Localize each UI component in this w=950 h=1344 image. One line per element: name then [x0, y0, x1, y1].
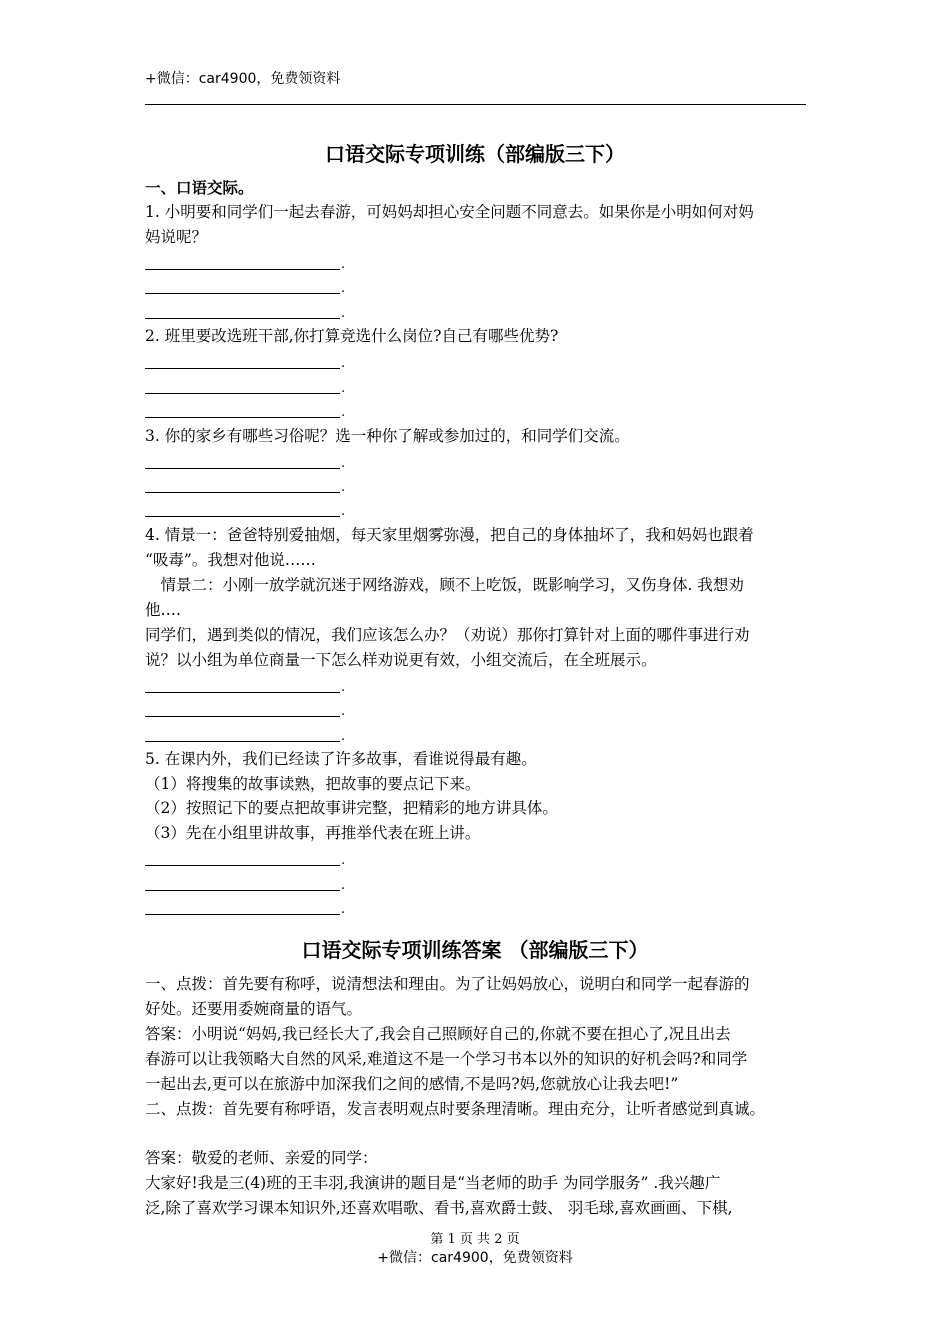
- answer-line: 答案：小明说“妈妈,我已经长大了,我会自己照顾好自己的,你就不要在担心了,况且出去: [145, 1025, 731, 1043]
- answer-line: 春游可以让我领略大自然的风采,难道这不是一个学习书本以外的知识的好机会吗?和同学: [145, 1050, 748, 1068]
- q5-line: （1）将搜集的故事读熟，把故事的要点记下来。: [145, 775, 481, 793]
- footer-wechat: +微信：car4900，免费领资料: [377, 1250, 573, 1266]
- q2-line: 2. 班里要改选班干部,你打算竞选什么岗位?自己有哪些优势?: [145, 327, 559, 345]
- answer-line: 大家好!我是三(4)班的王丰羽,我演讲的题目是“当老师的助手 为同学服务” .我兴趣广: [145, 1174, 721, 1192]
- q4-line: 说？以小组为单位商量一下怎么样劝说更有效，小组交流后，在全班展示。: [145, 651, 657, 669]
- q4-line: 他….: [145, 601, 181, 619]
- q5-line: （2）按照记下的要点把故事讲完整，把精彩的地方讲具体。: [145, 799, 558, 817]
- answer-blank[interactable]: .: [145, 474, 340, 493]
- answer-line: 答案：敬爱的老师、亲爱的同学：: [145, 1149, 378, 1167]
- answer-blank[interactable]: .: [145, 251, 340, 270]
- answer-line: 一起出去,更可以在旅游中加深我们之间的感情,不是吗?妈,您就放心让我去吧!”: [145, 1075, 679, 1093]
- q5-line: 5. 在课内外，我们已经读了许多故事，看谁说得最有趣。: [145, 750, 537, 768]
- q1-line: 1. 小明要和同学们一起去春游，可妈妈却担心安全问题不同意去。如果你是小明如何对妈: [145, 203, 754, 221]
- q4-line: “吸毒”。我想对他说……: [145, 551, 316, 569]
- q4-line: 4. 情景一：爸爸特别爱抽烟，每天家里烟雾弥漫，把自己的身体抽坏了，我和妈妈也跟着: [145, 526, 754, 544]
- header-wechat: +微信：car4900，免费领资料: [145, 71, 341, 87]
- answer-blank[interactable]: .: [145, 399, 340, 418]
- q4-line: 情景二：小刚一放学就沉迷于网络游戏，顾不上吃饭，既影响学习，又伤身体. 我想劝: [145, 576, 744, 594]
- q4-line: 同学们，遇到类似的情况，我们应该怎么办？（劝说）那你打算针对上面的哪件事进行劝: [145, 626, 750, 644]
- answer-blank[interactable]: .: [145, 872, 340, 891]
- answer-blank[interactable]: .: [145, 350, 340, 369]
- answer-blank[interactable]: .: [145, 275, 340, 294]
- q3-line: 3. 你的家乡有哪些习俗呢？选一种你了解或参加过的，和同学们交流。: [145, 427, 630, 445]
- answer-blank[interactable]: .: [145, 723, 340, 742]
- answer-blank[interactable]: .: [145, 896, 340, 915]
- section-heading: 一、口语交际。: [145, 179, 254, 197]
- answer-blank[interactable]: .: [145, 300, 340, 319]
- header-rule: [145, 104, 806, 105]
- answer-blank[interactable]: .: [145, 375, 340, 394]
- answer-line: 一、点拨：首先要有称呼，说清想法和理由。为了让妈妈放心，说明白和同学一起春游的: [145, 975, 750, 993]
- answer-line: 二、点拨：首先要有称呼语，发言表明观点时要条理清晰。理由充分，让听者感觉到真诚。: [145, 1100, 766, 1118]
- page-number: 第 1 页 共 2 页: [430, 1232, 520, 1247]
- answer-line: 好处。还要用委婉商量的语气。: [145, 1000, 363, 1018]
- answer-blank[interactable]: .: [145, 674, 340, 693]
- page-title: 口语交际专项训练（部编版三下）: [325, 142, 625, 166]
- answer-blank[interactable]: .: [145, 847, 340, 866]
- q1-line: 妈说呢？: [145, 228, 208, 246]
- answer-blank[interactable]: .: [145, 450, 340, 469]
- answer-blank[interactable]: .: [145, 498, 340, 517]
- answer-blank[interactable]: .: [145, 698, 340, 717]
- q5-line: （3）先在小组里讲故事，再推举代表在班上讲。: [145, 824, 481, 842]
- answer-line: 泛,除了喜欢学习课本知识外,还喜欢唱歌、看书,喜欢爵士鼓、 羽毛球,喜欢画画、下棋,: [145, 1199, 733, 1217]
- answer-title: 口语交际专项训练答案 （部编版三下）: [301, 938, 649, 962]
